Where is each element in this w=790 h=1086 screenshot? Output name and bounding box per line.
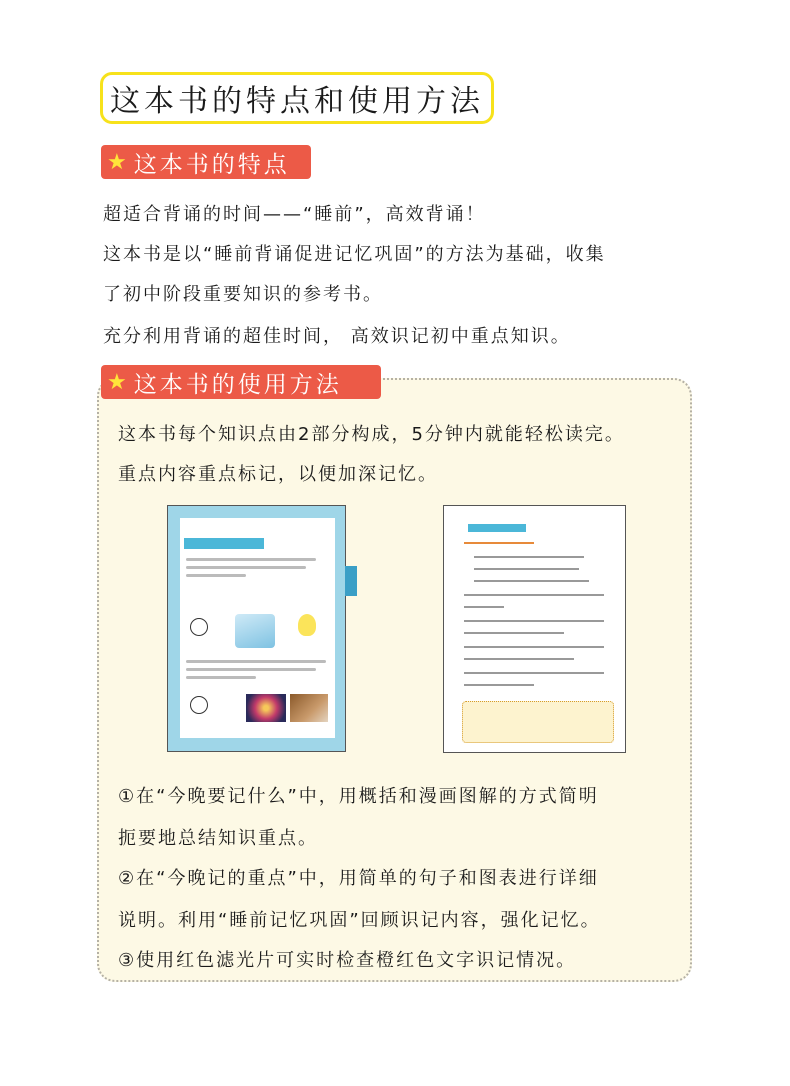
light-bulb-image bbox=[298, 614, 316, 636]
fireworks-image bbox=[246, 694, 286, 722]
section-heading-text: 这本书的特点 bbox=[133, 151, 290, 178]
feature-line-3: 了初中阶段重要知识的参考书。 bbox=[103, 284, 383, 305]
feature-line-1: 超适合背诵的时间——“睡前”，高效背诵！ bbox=[103, 204, 486, 225]
usage-point-2-cont: 说明。利用“睡前记忆巩固”回顾识记内容，强化记忆。 bbox=[118, 910, 601, 931]
rust-image bbox=[290, 694, 328, 722]
usage-point-3: ③使用红色滤光片可实时检查橙红色文字识记情况。 bbox=[118, 950, 577, 971]
text-line bbox=[474, 556, 584, 558]
sample-page-focus-image bbox=[443, 505, 626, 753]
text-line bbox=[186, 574, 246, 577]
text-line bbox=[464, 606, 504, 608]
text-line bbox=[186, 566, 306, 569]
text-line bbox=[464, 646, 604, 648]
usage-intro-2: 重点内容重点标记，以便加深记忆。 bbox=[118, 464, 438, 485]
star-icon: ★ bbox=[107, 369, 130, 395]
text-line bbox=[464, 542, 534, 544]
text-line bbox=[474, 568, 579, 570]
text-line bbox=[186, 558, 316, 561]
sample-page-tonight-image bbox=[167, 505, 346, 752]
text-line bbox=[474, 580, 589, 582]
page-title: 这本书的特点和使用方法 bbox=[100, 72, 494, 124]
usage-point-1-cont: 扼要地总结知识重点。 bbox=[118, 828, 318, 849]
section-heading-usage bbox=[101, 365, 381, 399]
sample-page-content bbox=[180, 518, 335, 738]
cartoon-kid-image bbox=[190, 618, 208, 636]
usage-point-1: ①在“今晚要记什么”中，用概括和漫画图解的方式简明 bbox=[118, 786, 599, 807]
text-line bbox=[186, 668, 316, 671]
cartoon-kid-image bbox=[190, 696, 208, 714]
feature-line-2: 这本书是以“睡前背诵促进记忆巩固”的方法为基础，收集 bbox=[103, 244, 606, 265]
text-line bbox=[464, 620, 604, 622]
section-heading-text: 这本书的使用方法 bbox=[133, 371, 342, 398]
text-line bbox=[186, 660, 326, 663]
sample-section-bar bbox=[184, 538, 264, 549]
usage-point-2: ②在“今晚记的重点”中，用简单的句子和图表进行详细 bbox=[118, 868, 599, 889]
text-line bbox=[464, 594, 604, 596]
sample-section-bar bbox=[468, 524, 526, 532]
text-line bbox=[464, 672, 604, 674]
section-heading-features bbox=[101, 145, 311, 179]
usage-intro-1: 这本书每个知识点由2部分构成，5分钟内就能轻松读完。 bbox=[118, 424, 625, 445]
text-line bbox=[464, 658, 574, 660]
memory-note-box bbox=[462, 701, 614, 743]
ice-image bbox=[235, 614, 275, 648]
text-line bbox=[464, 684, 534, 686]
text-line bbox=[464, 632, 564, 634]
feature-line-4: 充分利用背诵的超佳时间， 高效识记初中重点知识。 bbox=[103, 326, 571, 347]
star-icon: ★ bbox=[107, 149, 130, 175]
side-tab bbox=[345, 566, 357, 596]
text-line bbox=[186, 676, 256, 679]
